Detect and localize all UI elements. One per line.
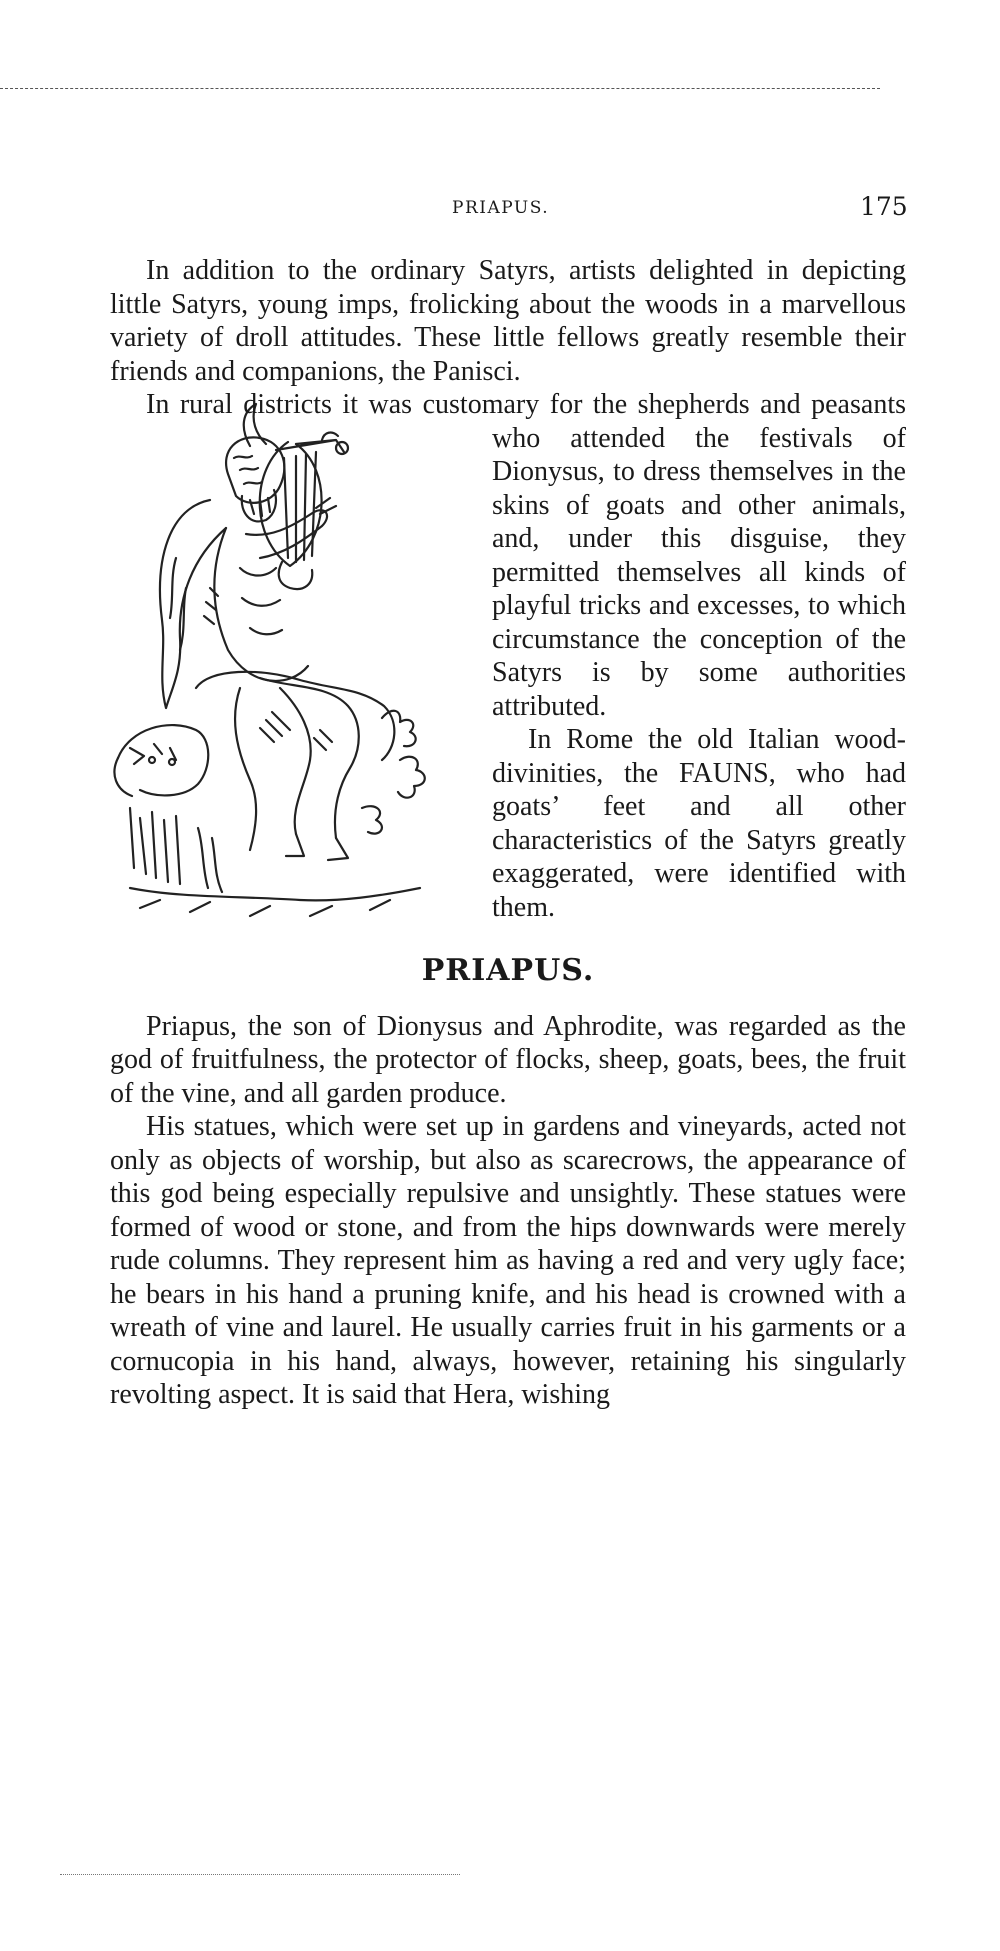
satyr-with-lyre-illustration (100, 388, 478, 934)
page-number: 175 (860, 192, 908, 221)
scan-edge-rule (0, 88, 880, 89)
body-text (110, 254, 906, 1412)
satyr-with-lyre-icon (100, 388, 478, 934)
paragraph-rural-districts: In rural districts it was customary for the shepherds and peasants who attended the festivals of Dionysus, to dress themselves in the skins of goats and other animals, and, under this disguise, they permitted themselves all kinds of playful tricks and excesses, to which circumstance the conception of the Satyrs is by some authorities attributed. (146, 389, 906, 722)
paragraph-satyrs-intro: In addition to the ordinary Satyrs, artists delighted in depicting little Satyrs, young imps, frolicking about the woods in a marvellous variety of droll attitudes. These little fellows greatly resemble their friends and companions, the Panisci. (110, 255, 906, 387)
running-title: PRIAPUS. (452, 198, 550, 218)
paragraph-fauns: In Rome the old Italian wood-divinities, the FAUNS, who had goats’ feet and all other characteristics of the Satyrs greatly exaggerated, were identified with them. (492, 724, 906, 923)
paragraph-priapus-statues: His statues, which were set up in gardens and vineyards, acted not only as objects of worship, but also as scarecrows, the appearance of this god being especially repulsive and unsightly. These statues were formed of wood or stone, and from the hips downwards were merely rude columns. They represent him as having a red and very ugly face; he bears in his hand a pruning knife, and his head is crowned with a wreath of vine and laurel. He usually carries fruit in his garments or a cornucopia in his hand, always, however, retaining his singularly revolting aspect. It is said that Hera, wishing (110, 1111, 906, 1410)
scan-edge-specks (60, 1874, 460, 1875)
section-heading-priapus: PRIAPUS. (421, 953, 595, 988)
running-header (0, 192, 1000, 228)
paragraph-priapus-intro: Priapus, the son of Dionysus and Aphrodite, was regarded as the god of fruitfulness, the protector of flocks, sheep, goats, bees, the fruit of the vine, and all garden produce. (110, 1010, 906, 1109)
